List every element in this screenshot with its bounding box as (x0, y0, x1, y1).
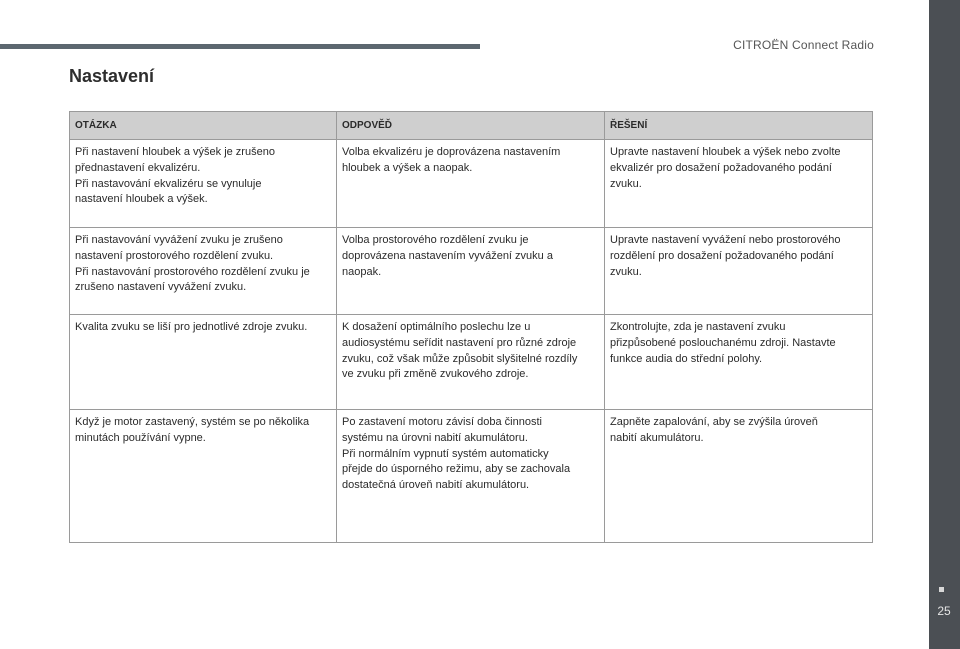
page-marker (939, 587, 944, 592)
question-cell: Při nastavování vyvážení zvuku je zrušeno nastavení prostorového rozdělení zvuku. Při nastavování prostorového rozdělení zvuku je zrušeno nastavení vyvážení zvuku. (70, 228, 337, 314)
question-cell: Při nastavení hloubek a výšek je zrušeno přednastavení ekvalizéru. Při nastavování ekvalizéru se vynuluje nastavení hloubek a výšek. (70, 140, 337, 227)
answer-cell: Volba ekvalizéru je doprovázena nastavením hloubek a výšek a naopak. (337, 140, 605, 227)
table-row (70, 228, 872, 315)
side-strip (929, 0, 960, 649)
brand-label: CITROËN Connect Radio (733, 38, 874, 52)
solution-cell: Zapněte zapalování, aby se zvýšila úroveň nabití akumulátoru. (610, 416, 818, 444)
table-header (70, 112, 872, 140)
question-cell: Kvalita zvuku se liší pro jednotlivé zdroje zvuku. (70, 315, 337, 409)
header-solution: ŘEŠENÍ (610, 120, 648, 131)
answer-cell: Volba prostorového rozdělení zvuku je doprovázena nastavením vyvážení zvuku a naopak. (337, 228, 605, 314)
solution-cell: Upravte nastavení hloubek a výšek nebo zvolte ekvalizér pro dosažení požadovaného podání zvuku. (610, 146, 841, 190)
solution-cell: Upravte nastavení vyvážení nebo prostorového rozdělení pro dosažení požadovaného podání zvuku. (610, 234, 841, 278)
table-row (70, 140, 872, 228)
page-number: 25 (937, 604, 951, 618)
top-accent-bar (0, 44, 480, 49)
faq-table (69, 111, 873, 543)
answer-cell: K dosažení optimálního poslechu lze u audiosystému seřídit nastavení pro různé zdroje zvuku, což však může způsobit slyšitelné rozdíly ve zvuku při změně zvukového zdroje. (337, 315, 605, 409)
table-row (70, 315, 872, 410)
page-title: Nastavení (69, 66, 155, 86)
table-row (70, 410, 872, 543)
question-cell: Když je motor zastavený, systém se po několika minutách používání vypne. (70, 410, 337, 543)
header-answer: ODPOVĚĎ (337, 112, 605, 139)
solution-cell: Zkontrolujte, zda je nastavení zvuku přizpůsobené poslouchanému zdroji. Nastavte funkce audia do střední polohy. (610, 321, 836, 365)
answer-cell: Po zastavení motoru závisí doba činnosti systému na úrovni nabití akumulátoru. Při normálním vypnutí systém automaticky přejde do úsporného režimu, aby se zachovala dostatečná úroveň nabití akumulátoru. (337, 410, 605, 543)
header-question: OTÁZKA (70, 112, 337, 139)
